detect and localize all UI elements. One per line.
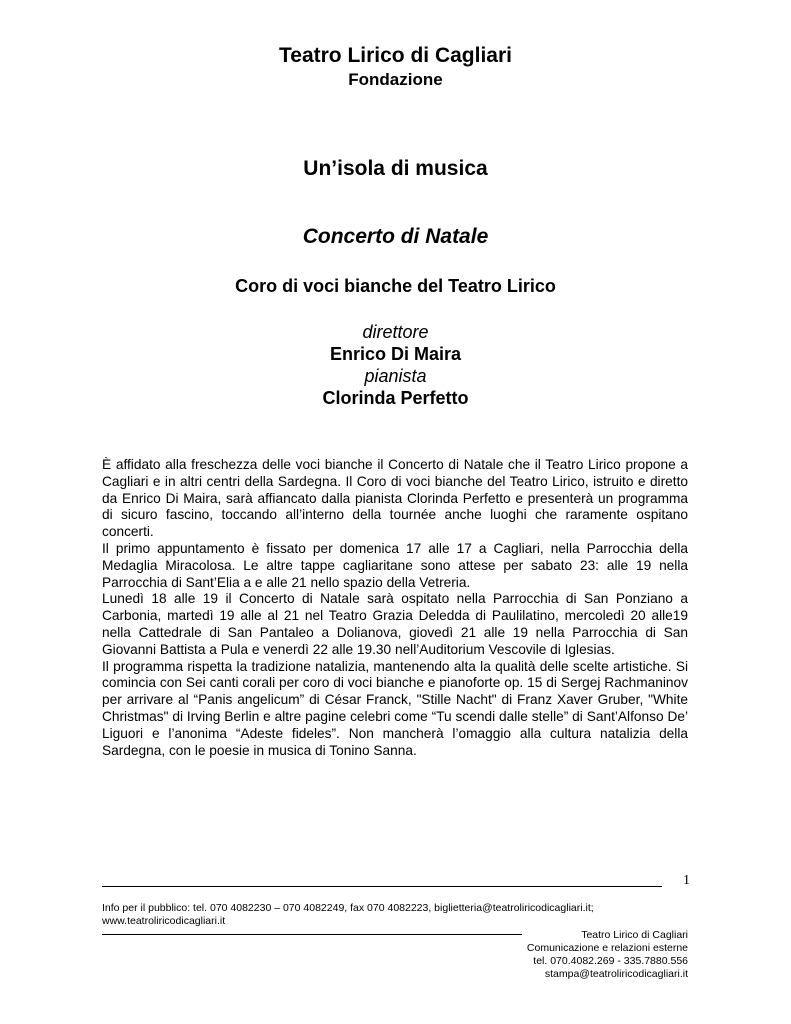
body-text [102,457,688,759]
paragraph: Il programma rispetta la tradizione natalizia, mantenendo alta la qualità delle scelte artistiche. Si comincia con Sei canti corali per coro di voci bianche e pianoforte op. 15 di Sergej Rachmaninov per arrivare al “Panis angelicum” di César Franck, "Stille Nacht" di Franz Xaver Gruber, "White Christmas" di Irving Berlin e altre pagine celebri come “Tu scendi dalle stelle” di Sant’Alfonso De’ Liguori e l’anonima “Adeste fideles”. Non mancherà l’omaggio alla cultura natalizia della Sardegna, con le poesie in musica di Tonino Sanna. [102,658,688,758]
contact-department: Comunicazione e relazioni esterne [526,942,688,954]
credit-role-pianist: pianista [364,366,427,386]
paragraph: Il primo appuntamento è fissato per domenica 17 alle 17 a Cagliari, nella Parrocchia della Medaglia Miracolosa. Le altre tappe cagliaritane sono attese per sabato 23: alle 19 nella Parrocchia di Sant’Elia a e alle 21 nello spazio della Vetreria. [102,540,688,590]
credit-name-pianist: Clorinda Perfetto [322,388,469,408]
ensemble-name: Coro di voci bianche del Teatro Lirico [235,276,556,296]
footer-divider [102,934,522,935]
footer-info-line: Info per il pubblico: tel. 070 4082230 – 070 4082249, fax 070 4082223, biglietteria@teatroliricodicagliari.it; [102,902,594,914]
document-subtitle: Fondazione [348,70,443,89]
event-heading: Un’isola di musica [303,157,488,180]
page-number: 1 [683,873,690,888]
footer-website-link[interactable]: www.teatroliricodicagliari.it [102,915,226,927]
credit-name-conductor: Enrico Di Maira [329,344,462,364]
footer-divider [102,886,662,887]
footer-contact [527,929,688,981]
footer-info [102,902,662,928]
paragraph: È affidato alla freschezza delle voci bianche il Concerto di Natale che il Teatro Lirico propone a Cagliari e in altri centri della Sardegna. Il Coro di voci bianche del Teatro Lirico, istruito e diretto da Enrico Di Maira, sarà affiancato dalla pianista Clorinda Perfetto e presenterà un programma di sicuro fascino, toccando all’interno della tournée anche luoghi che raramente ospitano concerti. [102,457,688,540]
credit-role-conductor: direttore [362,322,429,342]
contact-phone: tel. 070.4082.269 - 335.7880.556 [533,955,688,967]
contact-org: Teatro Lirico di Cagliari [581,929,688,941]
contact-email-link[interactable]: stampa@teatroliricodicagliari.it [544,968,688,980]
concert-title: Concerto di Natale [302,225,489,248]
paragraph: Lunedì 18 alle 19 il Concerto di Natale sarà ospitato nella Parrocchia di San Ponziano a Carbonia, martedì 19 alle al 21 nel Teatro Grazia Deledda di Paulilatino, mercoledì 20 alle19 nella Cattedrale di San Pantaleo a Dolianova, giovedì 21 alle 19 nella Parrocchia di San Giovanni Battista a Pula e venerdì 22 alle 19.30 nell’Auditorium Vescovile di Iglesias. [102,591,688,657]
document-title: Teatro Lirico di Cagliari [279,44,512,67]
